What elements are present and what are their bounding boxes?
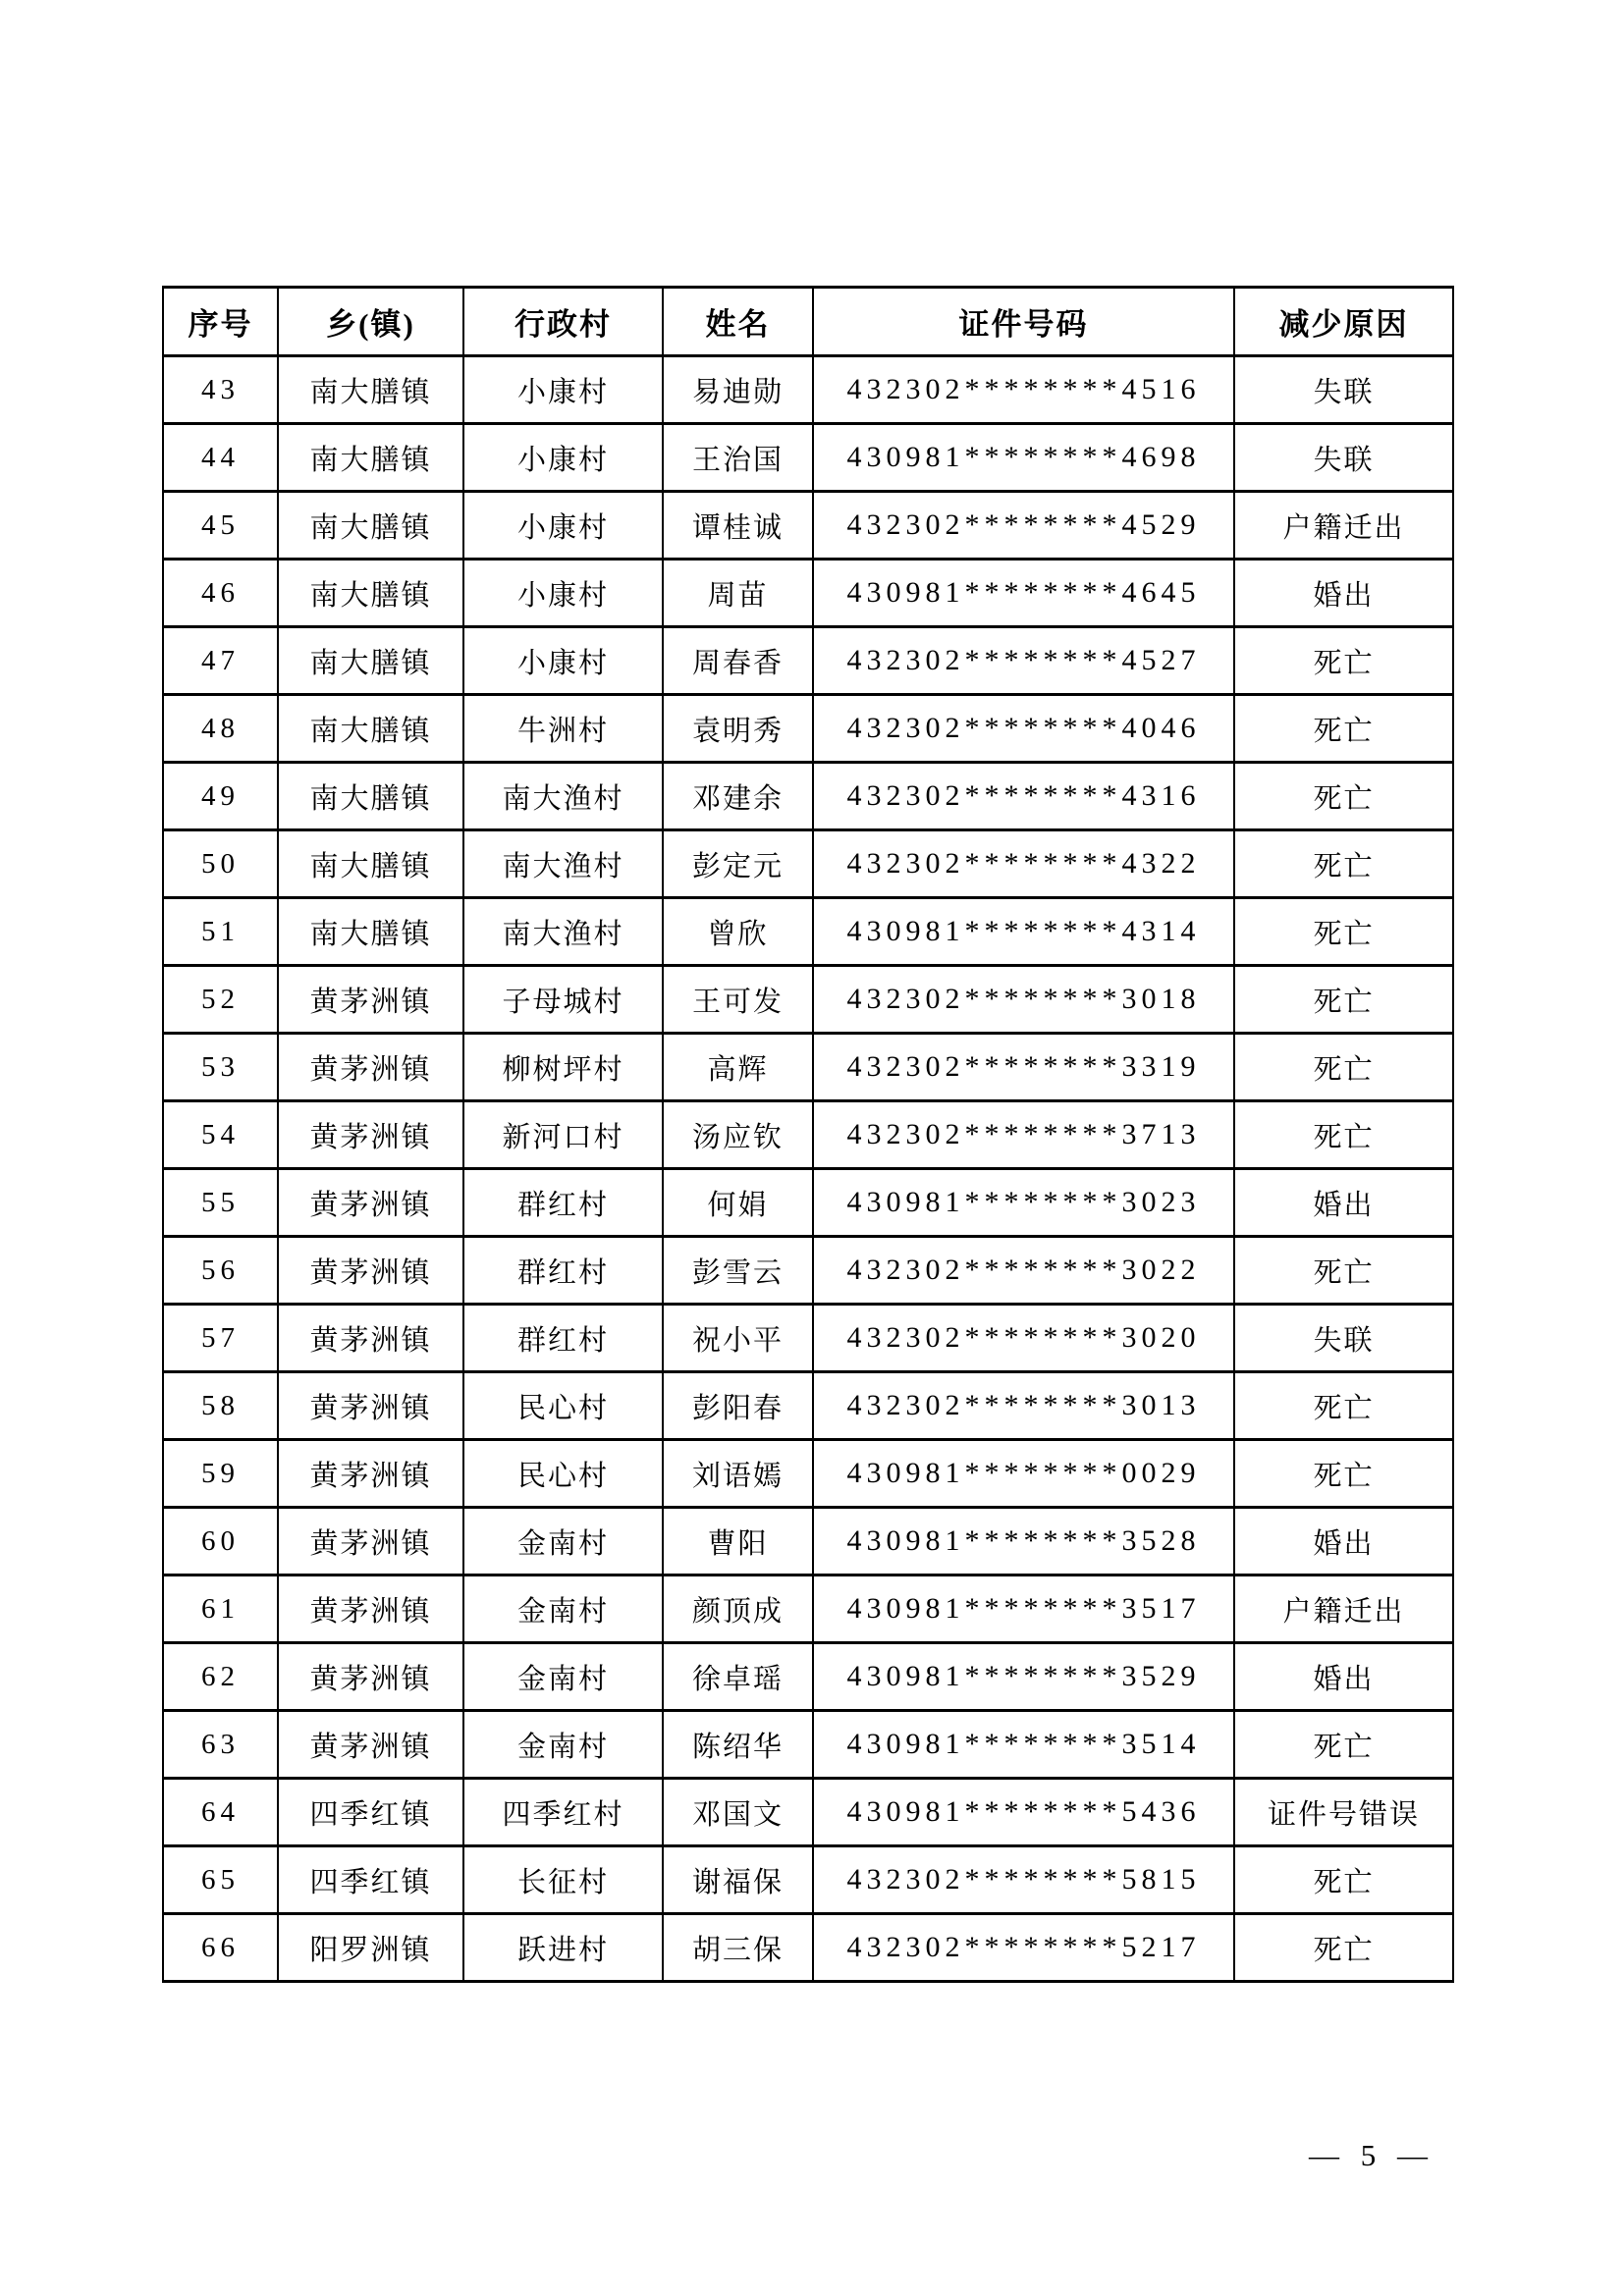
cell-id-number: 432302********3713 [813,1101,1234,1169]
cell-reason: 失联 [1234,356,1453,424]
cell-id-number: 432302********3022 [813,1237,1234,1305]
cell-town: 黄茅洲镇 [278,1169,463,1237]
cell-village: 小康村 [463,356,663,424]
cell-reason: 死亡 [1234,830,1453,898]
cell-town: 黄茅洲镇 [278,1034,463,1101]
cell-id-number: 432302********3018 [813,966,1234,1034]
cell-name: 彭雪云 [663,1237,813,1305]
cell-town: 南大膳镇 [278,356,463,424]
cell-id-number: 432302********3319 [813,1034,1234,1101]
cell-village: 南大渔村 [463,830,663,898]
cell-id-number: 432302********5815 [813,1846,1234,1914]
table-row [163,763,1453,830]
cell-village: 民心村 [463,1372,663,1440]
cell-town: 黄茅洲镇 [278,1440,463,1508]
table-row [163,356,1453,424]
table-row [163,492,1453,560]
cell-village: 金南村 [463,1575,663,1643]
cell-index: 54 [163,1101,278,1169]
cell-name: 汤应钦 [663,1101,813,1169]
cell-village: 柳树坪村 [463,1034,663,1101]
cell-id-number: 430981********3517 [813,1575,1234,1643]
cell-village: 群红村 [463,1305,663,1372]
cell-id-number: 432302********4527 [813,627,1234,695]
cell-name: 曾欣 [663,898,813,966]
cell-town: 黄茅洲镇 [278,1372,463,1440]
cell-town: 南大膳镇 [278,695,463,763]
cell-id-number: 430981********3514 [813,1711,1234,1779]
cell-village: 长征村 [463,1846,663,1914]
table-row [163,1372,1453,1440]
table-row [163,1643,1453,1711]
cell-name: 祝小平 [663,1305,813,1372]
cell-index: 60 [163,1508,278,1575]
cell-village: 跃进村 [463,1914,663,1982]
cell-name: 彭定元 [663,830,813,898]
cell-index: 65 [163,1846,278,1914]
cell-town: 四季红镇 [278,1846,463,1914]
cell-index: 45 [163,492,278,560]
cell-id-number: 432302********3020 [813,1305,1234,1372]
header-index: 序号 [163,288,278,356]
cell-town: 南大膳镇 [278,830,463,898]
table-row [163,1846,1453,1914]
table-row [163,424,1453,492]
cell-town: 南大膳镇 [278,898,463,966]
cell-town: 黄茅洲镇 [278,1711,463,1779]
cell-town: 南大膳镇 [278,763,463,830]
cell-name: 周苗 [663,560,813,627]
cell-reason: 婚出 [1234,1643,1453,1711]
cell-index: 44 [163,424,278,492]
cell-index: 52 [163,966,278,1034]
table-row [163,1101,1453,1169]
cell-town: 黄茅洲镇 [278,1508,463,1575]
cell-village: 牛洲村 [463,695,663,763]
cell-id-number: 432302********4516 [813,356,1234,424]
header-town: 乡(镇) [278,288,463,356]
cell-id-number: 432302********3013 [813,1372,1234,1440]
cell-id-number: 430981********3529 [813,1643,1234,1711]
cell-index: 55 [163,1169,278,1237]
cell-village: 群红村 [463,1169,663,1237]
cell-name: 邓国文 [663,1779,813,1846]
table-row [163,830,1453,898]
table-row [163,1034,1453,1101]
cell-name: 曹阳 [663,1508,813,1575]
cell-index: 61 [163,1575,278,1643]
cell-index: 64 [163,1779,278,1846]
cell-name: 王治国 [663,424,813,492]
cell-name: 袁明秀 [663,695,813,763]
cell-town: 黄茅洲镇 [278,1101,463,1169]
cell-name: 谢福保 [663,1846,813,1914]
cell-index: 56 [163,1237,278,1305]
cell-town: 黄茅洲镇 [278,1643,463,1711]
table-row [163,966,1453,1034]
table-row [163,1914,1453,1982]
cell-id-number: 432302********5217 [813,1914,1234,1982]
cell-index: 62 [163,1643,278,1711]
table-row [163,1779,1453,1846]
cell-reason: 婚出 [1234,1169,1453,1237]
cell-village: 子母城村 [463,966,663,1034]
cell-reason: 死亡 [1234,1846,1453,1914]
cell-index: 48 [163,695,278,763]
cell-reason: 死亡 [1234,627,1453,695]
cell-reason: 死亡 [1234,1914,1453,1982]
header-village: 行政村 [463,288,663,356]
cell-name: 刘语嫣 [663,1440,813,1508]
cell-index: 58 [163,1372,278,1440]
cell-index: 47 [163,627,278,695]
cell-name: 陈绍华 [663,1711,813,1779]
cell-name: 颜顶成 [663,1575,813,1643]
cell-id-number: 432302********4316 [813,763,1234,830]
cell-reason: 死亡 [1234,1101,1453,1169]
cell-town: 南大膳镇 [278,492,463,560]
cell-town: 黄茅洲镇 [278,1237,463,1305]
table-row [163,1711,1453,1779]
cell-reason: 死亡 [1234,966,1453,1034]
cell-town: 南大膳镇 [278,627,463,695]
cell-village: 小康村 [463,424,663,492]
cell-index: 46 [163,560,278,627]
table-row [163,627,1453,695]
page-number: — 5 — [1309,2138,1431,2172]
cell-reason: 婚出 [1234,560,1453,627]
cell-village: 小康村 [463,492,663,560]
cell-reason: 死亡 [1234,695,1453,763]
cell-index: 66 [163,1914,278,1982]
cell-village: 南大渔村 [463,898,663,966]
table-row [163,1305,1453,1372]
cell-reason: 死亡 [1234,898,1453,966]
cell-town: 南大膳镇 [278,424,463,492]
cell-id-number: 430981********5436 [813,1779,1234,1846]
cell-index: 57 [163,1305,278,1372]
cell-name: 高辉 [663,1034,813,1101]
cell-town: 南大膳镇 [278,560,463,627]
cell-id-number: 430981********4314 [813,898,1234,966]
table-row [163,1575,1453,1643]
cell-village: 南大渔村 [463,763,663,830]
cell-index: 63 [163,1711,278,1779]
cell-name: 易迪勋 [663,356,813,424]
cell-reason: 婚出 [1234,1508,1453,1575]
header-id-number: 证件号码 [813,288,1234,356]
cell-town: 阳罗洲镇 [278,1914,463,1982]
cell-reason: 死亡 [1234,1372,1453,1440]
table-row [163,898,1453,966]
cell-id-number: 430981********4645 [813,560,1234,627]
cell-name: 彭阳春 [663,1372,813,1440]
cell-town: 四季红镇 [278,1779,463,1846]
cell-reason: 死亡 [1234,1711,1453,1779]
table-row [163,1237,1453,1305]
cell-index: 43 [163,356,278,424]
cell-id-number: 430981********0029 [813,1440,1234,1508]
cell-reason: 户籍迁出 [1234,1575,1453,1643]
cell-village: 金南村 [463,1643,663,1711]
cell-reason: 证件号错误 [1234,1779,1453,1846]
table-row [163,695,1453,763]
table-row [163,1169,1453,1237]
header-reason: 减少原因 [1234,288,1453,356]
reduction-roster-table [162,286,1454,1983]
cell-id-number: 432302********4529 [813,492,1234,560]
cell-name: 邓建余 [663,763,813,830]
cell-reason: 死亡 [1234,763,1453,830]
cell-village: 四季红村 [463,1779,663,1846]
cell-village: 民心村 [463,1440,663,1508]
cell-id-number: 432302********4322 [813,830,1234,898]
cell-index: 51 [163,898,278,966]
cell-town: 黄茅洲镇 [278,966,463,1034]
cell-name: 谭桂诚 [663,492,813,560]
cell-reason: 死亡 [1234,1440,1453,1508]
table-row [163,560,1453,627]
cell-village: 金南村 [463,1711,663,1779]
cell-reason: 户籍迁出 [1234,492,1453,560]
table-row [163,1508,1453,1575]
cell-village: 金南村 [463,1508,663,1575]
cell-index: 59 [163,1440,278,1508]
cell-index: 50 [163,830,278,898]
cell-index: 53 [163,1034,278,1101]
cell-name: 胡三保 [663,1914,813,1982]
cell-town: 黄茅洲镇 [278,1575,463,1643]
cell-index: 49 [163,763,278,830]
header-name: 姓名 [663,288,813,356]
cell-name: 王可发 [663,966,813,1034]
cell-reason: 死亡 [1234,1237,1453,1305]
cell-id-number: 430981********3528 [813,1508,1234,1575]
cell-name: 何娟 [663,1169,813,1237]
cell-id-number: 432302********4046 [813,695,1234,763]
cell-reason: 失联 [1234,1305,1453,1372]
cell-reason: 死亡 [1234,1034,1453,1101]
cell-village: 群红村 [463,1237,663,1305]
cell-village: 小康村 [463,560,663,627]
table-body [163,356,1453,1982]
cell-name: 周春香 [663,627,813,695]
cell-reason: 失联 [1234,424,1453,492]
cell-town: 黄茅洲镇 [278,1305,463,1372]
cell-id-number: 430981********4698 [813,424,1234,492]
cell-village: 小康村 [463,627,663,695]
cell-village: 新河口村 [463,1101,663,1169]
cell-name: 徐卓瑶 [663,1643,813,1711]
header-row [163,288,1453,356]
table-row [163,1440,1453,1508]
cell-id-number: 430981********3023 [813,1169,1234,1237]
